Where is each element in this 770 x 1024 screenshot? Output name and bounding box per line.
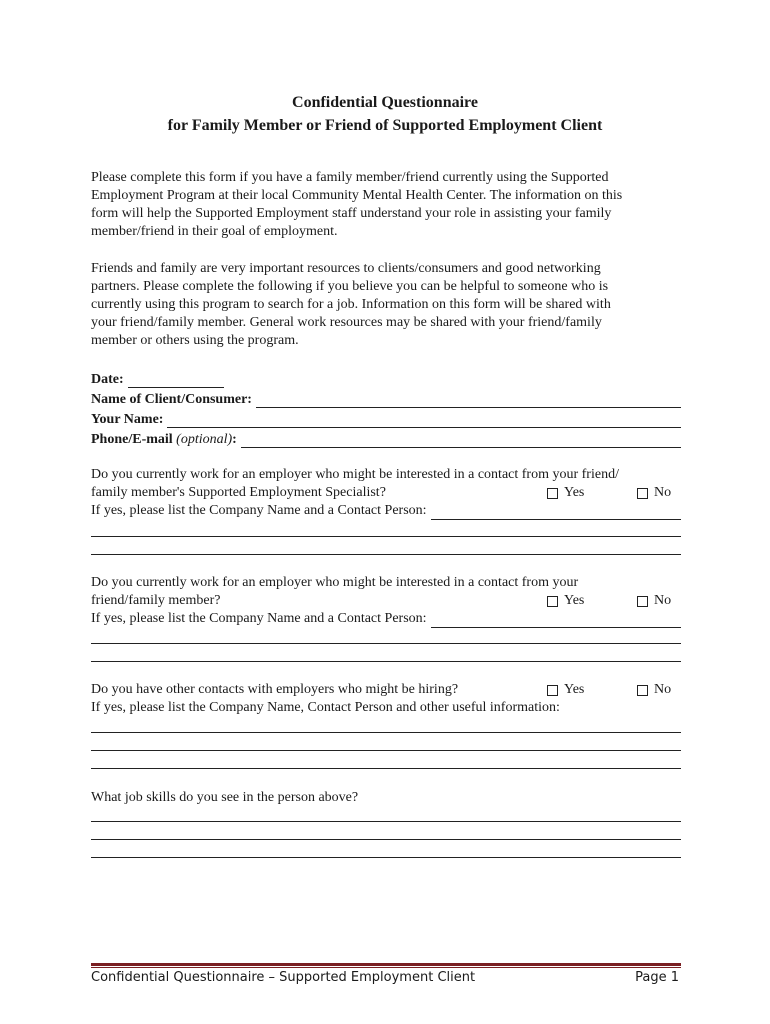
question-row [91, 681, 681, 699]
blank-answer-line[interactable] [91, 821, 681, 822]
blank-answer-line[interactable] [91, 839, 681, 840]
paragraph-line: member or others using the program. [91, 333, 299, 348]
question-2 [91, 574, 681, 628]
optional-note: (optional) [176, 432, 233, 447]
question-text: family member's Supported Employment Specialist? [91, 485, 386, 500]
blank-answer-line[interactable] [91, 732, 681, 733]
intro-paragraph-2 [91, 260, 681, 350]
company-contact-label: If yes, please list the Company Name and a Contact Person: [91, 503, 427, 518]
paragraph-line: partners. Please complete the following if you believe you can be helpful to someone who is [91, 279, 609, 294]
your-name-label: Your Name: [91, 412, 164, 427]
document-subtitle: for Family Member or Friend of Supported Employment Client [167, 117, 603, 134]
checkbox-icon [547, 488, 558, 499]
company-contact-input-line[interactable] [431, 505, 681, 520]
no-label: No [654, 593, 672, 608]
paragraph-line: form will help the Supported Employment staff understand your role in assisting your family [91, 206, 612, 221]
no-label: No [654, 485, 672, 500]
blank-answer-line[interactable] [91, 661, 681, 662]
question-text: If yes, please list the Company Name, Contact Person and other useful information: [91, 700, 560, 715]
question-text: What job skills do you see in the person above? [91, 790, 359, 805]
checkbox-icon [637, 488, 648, 499]
question-4 [91, 789, 681, 807]
no-checkbox[interactable] [637, 484, 671, 502]
your-name-input-line[interactable] [167, 413, 681, 428]
intro-paragraph-1 [91, 169, 681, 241]
blank-answer-line[interactable] [91, 643, 681, 644]
client-name-input-line[interactable] [256, 393, 681, 408]
phone-email-label-text: Phone/E-mail [91, 432, 177, 447]
yes-label: Yes [564, 593, 585, 608]
company-contact-field [91, 502, 681, 520]
paragraph-line: currently using this program to search for a job. Information on this form will be shared with [91, 297, 611, 312]
checkbox-icon [547, 596, 558, 607]
question-1 [91, 466, 681, 520]
checkbox-icon [637, 596, 648, 607]
phone-email-input-line[interactable] [241, 433, 681, 448]
no-checkbox[interactable] [637, 681, 671, 699]
footer-title: Confidential Questionnaire – Supported Employment Client [91, 970, 476, 985]
checkbox-icon [637, 685, 648, 696]
question-row [91, 592, 681, 610]
question-text: friend/family member? [91, 593, 221, 608]
client-name-field [91, 388, 681, 408]
yes-checkbox[interactable] [547, 592, 584, 610]
paragraph-line: Employment Program at their local Community Mental Health Center. The information on this [91, 188, 623, 203]
client-name-label: Name of Client/Consumer: [91, 392, 252, 407]
footer-divider [91, 963, 681, 966]
question-row [91, 484, 681, 502]
date-label: Date: [91, 372, 124, 387]
yes-checkbox[interactable] [547, 484, 584, 502]
phone-email-label [91, 432, 237, 448]
company-contact-input-line[interactable] [431, 613, 681, 628]
checkbox-icon [547, 685, 558, 696]
your-name-field [91, 408, 681, 428]
date-input-line[interactable] [128, 373, 224, 388]
blank-answer-line[interactable] [91, 536, 681, 537]
no-label: No [654, 682, 672, 697]
company-contact-label: If yes, please list the Company Name and a Contact Person: [91, 611, 427, 626]
company-contact-field [91, 610, 681, 628]
question-3 [91, 681, 681, 717]
document-title: Confidential Questionnaire [292, 94, 478, 111]
footer-divider-thin [91, 967, 681, 968]
no-checkbox[interactable] [637, 592, 671, 610]
paragraph-line: Friends and family are very important resources to clients/consumers and good networking [91, 261, 601, 276]
page-number: Page 1 [635, 970, 679, 985]
yes-checkbox[interactable] [547, 681, 584, 699]
paragraph-line: Please complete this form if you have a family member/friend currently using the Supported [91, 170, 609, 185]
question-text: Do you currently work for an employer who might be interested in a contact from your friend/ [91, 467, 619, 482]
date-field [91, 368, 681, 388]
yes-label: Yes [564, 682, 585, 697]
yes-label: Yes [564, 485, 585, 500]
paragraph-line: member/friend in their goal of employment. [91, 224, 338, 239]
label-colon: : [232, 432, 237, 447]
question-text: Do you currently work for an employer who might be interested in a contact from your [91, 575, 579, 590]
phone-email-field [91, 428, 681, 448]
blank-answer-line[interactable] [91, 554, 681, 555]
blank-answer-line[interactable] [91, 768, 681, 769]
blank-answer-line[interactable] [91, 857, 681, 858]
question-text: Do you have other contacts with employers who might be hiring? [91, 682, 459, 697]
blank-answer-line[interactable] [91, 750, 681, 751]
paragraph-line: your friend/family member. General work resources may be shared with your friend/family [91, 315, 602, 330]
